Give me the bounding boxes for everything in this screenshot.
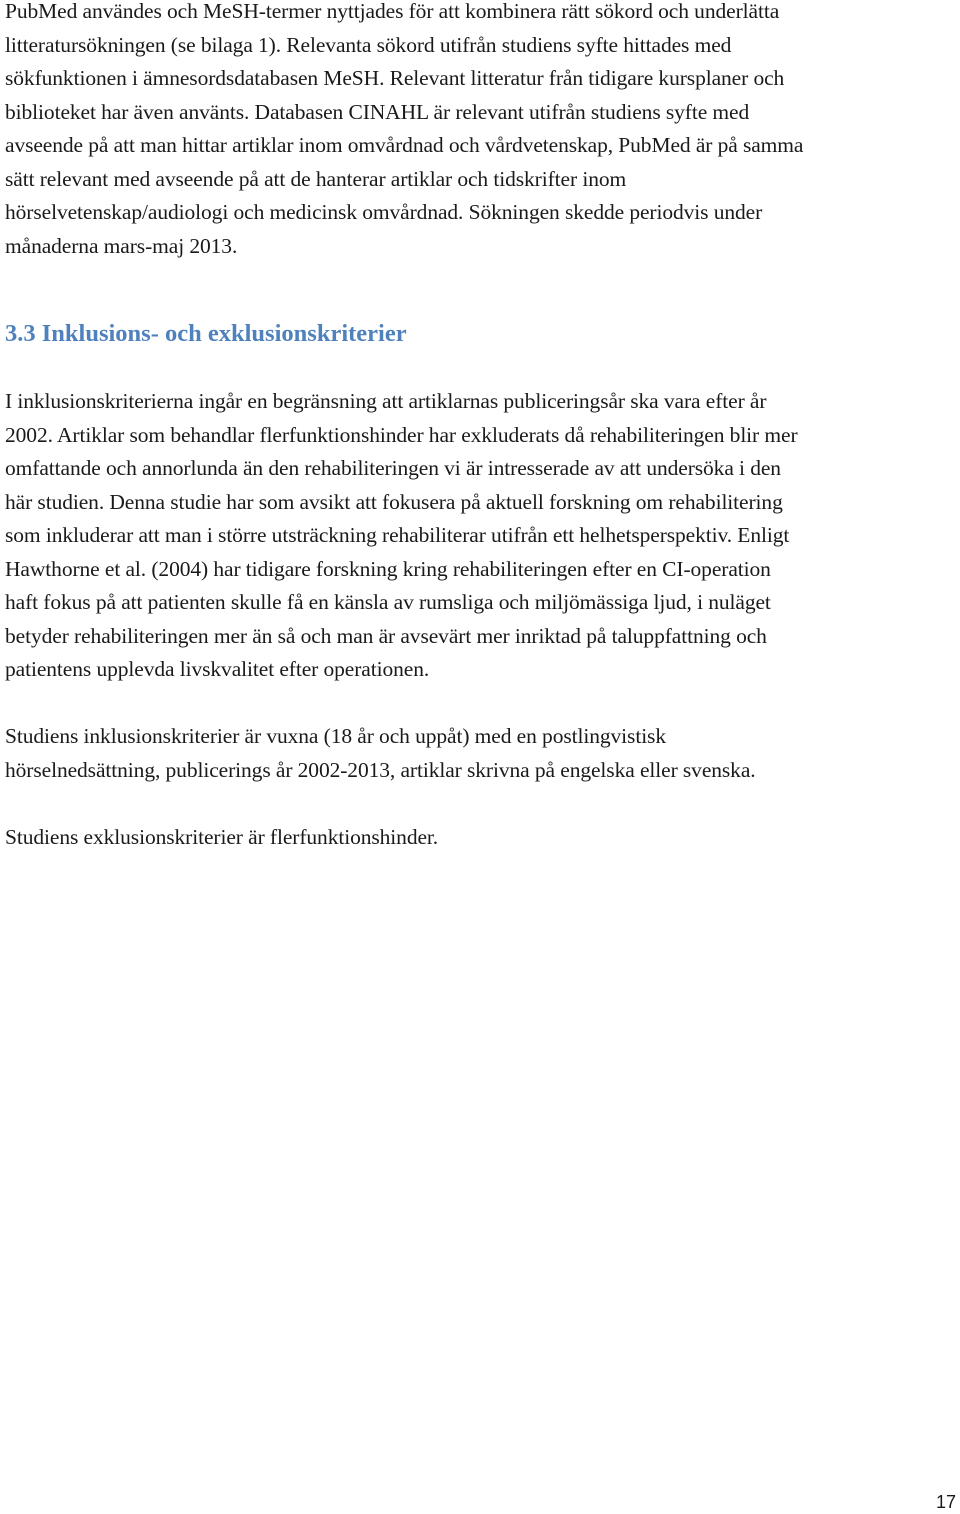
text-line: sätt relevant med avseende på att de hanterar artiklar och tidskrifter inom xyxy=(5,166,627,191)
text-line: sökfunktionen i ämnesordsdatabasen MeSH. Relevant litteratur från tidigare kursplaner och xyxy=(5,66,785,90)
paragraph-search-method xyxy=(5,0,803,263)
text-line: 2002. Artiklar som behandlar flerfunktionshinder har exkluderats då rehabiliteringen blir mer xyxy=(5,422,798,447)
paragraph-exclusion-criteria xyxy=(5,821,438,855)
paragraph-inclusion-rationale xyxy=(5,385,798,687)
text-line: hörselnedsättning, publicerings år 2002-2013, artiklar skrivna på engelska eller svenska. xyxy=(5,757,756,782)
text-line: patientens upplevda livskvalitet efter operationen. xyxy=(5,657,430,681)
text-line: biblioteket har även använts. Databasen CINAHL är relevant utifrån studiens syfte med xyxy=(5,99,750,124)
text-line: månaderna mars-maj 2013. xyxy=(5,233,238,258)
text-line: haft fokus på att patienten skulle få en känsla av rumsliga och miljömässiga ljud, i nuläget xyxy=(5,590,771,614)
text-line: Studiens inklusionskriterier är vuxna (18 år och uppåt) med en postlingvistisk xyxy=(5,724,666,748)
text-line: Studiens exklusionskriterier är flerfunktionshinder. xyxy=(5,825,439,849)
text-line: litteratursökningen (se bilaga 1). Relevanta sökord utifrån studiens syfte hittades med xyxy=(5,32,732,57)
text-line: avseende på att man hittar artiklar inom omvårdnad och vårdvetenskap, PubMed är på samma xyxy=(5,133,804,157)
text-line: här studien. Denna studie har som avsikt att fokusera på aktuell forskning om rehabilitering xyxy=(5,489,783,514)
text-line: PubMed användes och MeSH-termer nyttjades för att kombinera rätt sökord och underlätta xyxy=(5,0,780,23)
text-line: omfattande och annorlunda än den rehabiliteringen vi är intresserade av att undersöka i den xyxy=(5,456,781,480)
section-heading: 3.3 Inklusions- och exklusionskriterier xyxy=(5,320,407,347)
paragraph-inclusion-criteria xyxy=(5,720,756,787)
text-line: som inkluderar att man i större utsträckning rehabiliterar utifrån ett helhetsperspektiv. Enligt xyxy=(5,523,790,547)
page-number: 17 xyxy=(935,1492,956,1512)
text-line: Hawthorne et al. (2004) har tidigare forskning kring rehabiliteringen efter en CI-operation xyxy=(5,556,771,581)
text-line: betyder rehabiliteringen mer än så och man är avsevärt mer inriktad på taluppfattning och xyxy=(5,623,767,648)
text-line: hörselvetenskap/audiologi och medicinsk omvårdnad. Sökningen skedde periodvis under xyxy=(5,200,763,224)
text-line: I inklusionskriterierna ingår en begränsning att artiklarnas publiceringsår ska vara efter år xyxy=(5,389,767,413)
